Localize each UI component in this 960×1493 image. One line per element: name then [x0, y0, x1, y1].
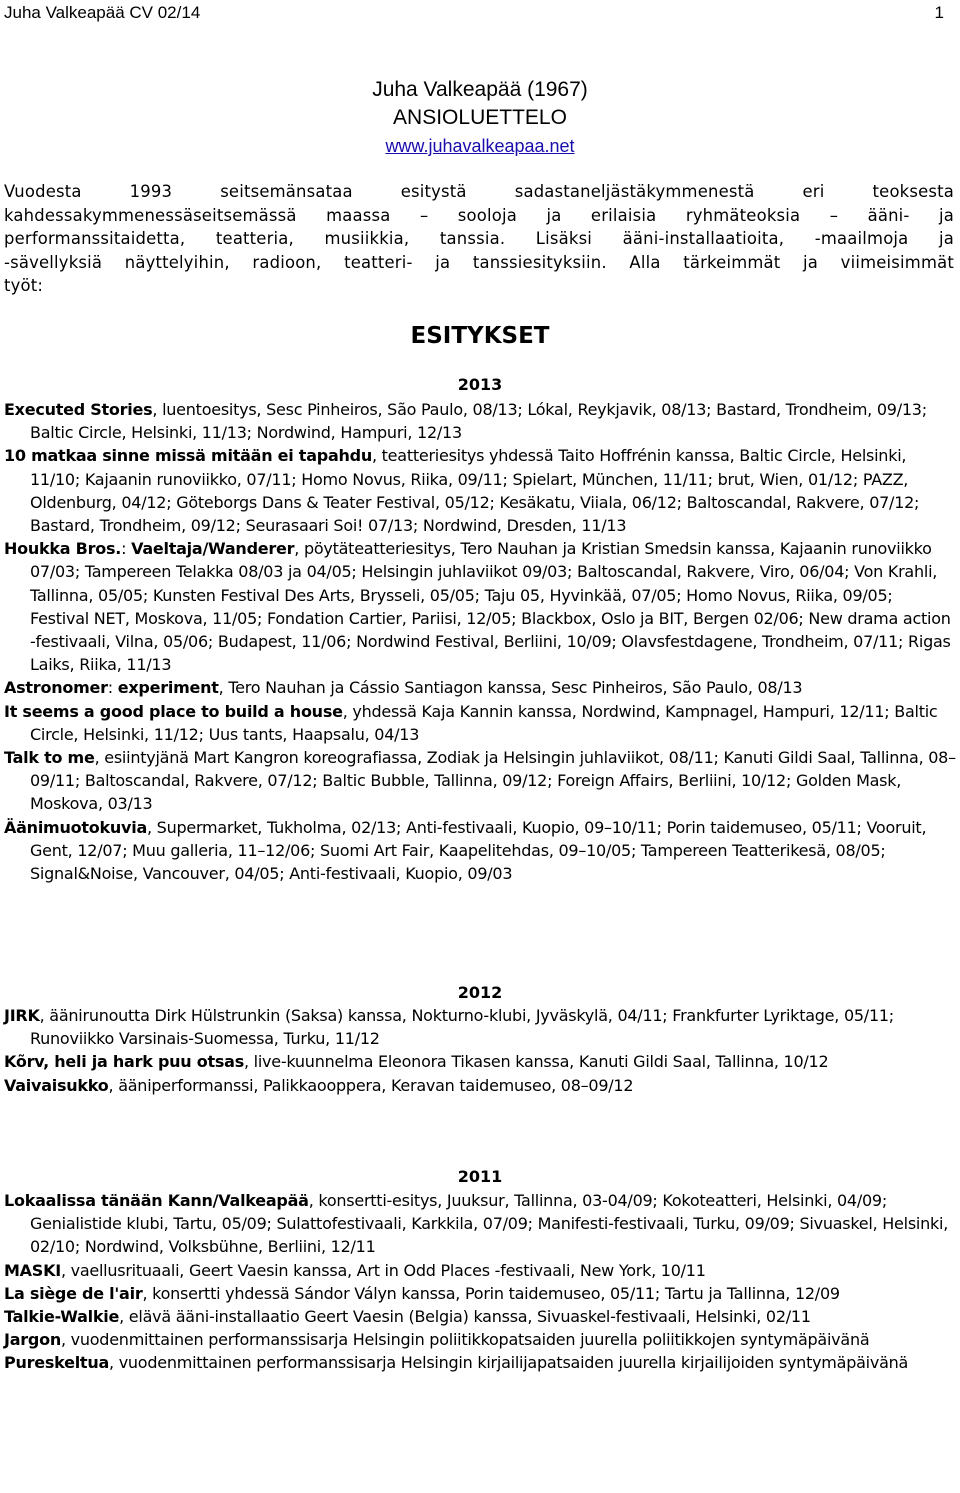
work-details: , elävä ääni-installaatio Geert Vaesin (Belgia) kanssa, Sivuaskel-festivaali, Helsinki, 02/11 — [119, 1307, 811, 1327]
work-details: : — [107, 678, 118, 698]
performance-entry — [4, 676, 956, 699]
work-title: experiment — [117, 678, 219, 698]
performance-entry — [4, 1328, 956, 1351]
work-title: Talkie-Walkie — [4, 1307, 120, 1327]
performance-entry — [4, 1050, 956, 1073]
year-heading: 2013 — [457, 375, 503, 394]
intro-paragraph — [4, 180, 954, 298]
work-details: , luentoesitys, Sesc Pinheiros, São Paulo, 08/13; Lókal, Reykjavik, 08/13; Bastard, Trondheim, 09/13; Baltic Circle, Helsinki, 11/13; Nordwind, Hampuri, 12/13 — [30, 400, 927, 443]
work-details: : — [121, 539, 132, 559]
work-title: La siège de l'air — [4, 1283, 143, 1303]
work-title: Pureskeltua — [4, 1353, 110, 1373]
performance-entry — [4, 1305, 956, 1328]
work-details: , esiintyjänä Mart Kangron koreografiassa, Zodiak ja Helsingin juhlaviikot, 08/11; Kanuti Gildi Saal, Tallinna, 08–09/11; Baltoscandal, Rakvere, 07/12; Baltic Bubble, Tallinna, 09/12; Foreign Affairs, Berliini, 10/12; Golden Mask, Moskova, 03/13 — [30, 748, 956, 814]
performance-entry — [4, 700, 956, 746]
performance-entry — [4, 1282, 956, 1305]
work-title: Jargon — [4, 1330, 61, 1350]
work-title: Äänimuotokuvia — [4, 817, 147, 837]
work-title: MASKI — [4, 1260, 61, 1280]
performance-entry — [4, 816, 956, 886]
work-title: Executed Stories — [4, 400, 153, 419]
work-title: Vaeltaja/Wanderer — [131, 539, 295, 559]
performance-entry — [4, 1259, 956, 1282]
section-heading: ESITYKSET — [410, 323, 550, 349]
intro-line: työt: — [4, 276, 44, 295]
performance-entry — [4, 537, 956, 676]
intro-line: -sävellyksiä näyttelyihin, radioon, teatteri- ja tanssiesityksiin. Alla tärkeimmät ja viimeisimmät — [4, 252, 954, 272]
intro-line: Vuodesta 1993 seitsemänsataa esitystä sadastaneljästäkymmenestä eri teoksesta — [4, 182, 954, 201]
work-title: Houkka Bros. — [4, 539, 122, 559]
header-page-number: 1 — [934, 3, 944, 22]
work-details: , yhdessä Kaja Kannin kanssa, Nordwind, Kampnagel, Hampuri, 12/11; Baltic Circle, Helsinki, 11/12; Uus tants, Haapsalu, 04/13 — [30, 701, 938, 744]
work-title: 10 matkaa sinne missä mitään ei tapahdu — [4, 446, 372, 466]
year-heading: 2011 — [457, 1167, 503, 1186]
performance-entry — [4, 444, 956, 537]
work-details: , vuodenmittainen performanssisarja Helsingin poliitikkopatsaiden juurella poliitikkojen syntymäpäivänä — [60, 1330, 870, 1350]
year-entries — [4, 1189, 956, 1375]
work-details: , konsertti-esitys, Juuksur, Tallinna, 03-04/09; Kokoteatteri, Helsinki, 04/09; Genialistide klubi, Tartu, 05/09; Sulattofestivaali, Karkkila, 07/09; Manifesti-festivaali, Turku, 09/09; Sivuaskel, Helsinki, 02/10; Nordwind, Volksbühne, Berliini, 12/11 — [30, 1191, 949, 1257]
work-details: , Tero Nauhan ja Cássio Santiagon kanssa, Sesc Pinheiros, São Paulo, 08/13 — [218, 678, 803, 698]
work-title: Vaivaisukko — [4, 1075, 109, 1095]
work-details: , vuodenmittainen performanssisarja Helsingin kirjailijapatsaiden juurella kirjailijoiden syntymäpäivänä — [109, 1353, 909, 1373]
work-details: , Supermarket, Tukholma, 02/13; Anti-festivaali, Kuopio, 09–10/11; Porin taidemuseo, 05/11; Vooruit, Gent, 12/07; Muu galleria, 11–12/06; Suomi Art Fair, Kaapelitehdas, 09–10/05; Tampereen Teatterikesä, 08/05; Signal&Noise, Vancouver, 04/05; Anti-festivaali, Kuopio, 09/03 — [30, 817, 927, 884]
performance-entry — [4, 1351, 956, 1374]
year-entries — [4, 398, 956, 885]
work-details: , konsertti yhdessä Sándor Vályn kanssa, Porin taidemuseo, 05/11; Tartu ja Tallinna, 12/09 — [142, 1283, 840, 1303]
performance-entry — [4, 746, 956, 816]
year-entries — [4, 1004, 956, 1097]
work-details: , äänirunoutta Dirk Hülstrunkin (Saksa) kanssa, Nokturno-klubi, Jyväskylä, 04/11; Frankfurter Lyriktage, 05/11; Runoviikko Varsinais-Suomessa, Turku, 11/12 — [30, 1006, 894, 1049]
cv-subtitle: ANSIOLUETTELO — [393, 106, 567, 129]
website-link[interactable]: www.juhavalkeapaa.net — [385, 136, 575, 156]
header-doc-title: Juha Valkeapää CV 02/14 — [4, 3, 201, 22]
intro-line: performanssitaidetta, teatteria, musiikkia, tanssia. Lisäksi ääni-installaatioita, -maailmoja ja — [4, 229, 954, 248]
work-details: , vaellusrituaali, Geert Vaesin kanssa, Art in Odd Places -festivaali, New York, 10/11 — [60, 1260, 706, 1280]
performance-entry — [4, 1074, 956, 1097]
work-title: Talk to me — [4, 748, 95, 768]
work-title: Astronomer — [4, 678, 108, 698]
intro-line: kahdessakymmenessäseitsemässä maassa – sooloja ja erilaisia ryhmäteoksia – ääni- ja — [4, 205, 954, 225]
work-title: Lokaalissa tänään Kann/Valkeapää — [4, 1191, 309, 1210]
year-heading: 2012 — [457, 983, 503, 1002]
work-title: Kõrv, heli ja hark puu otsas — [4, 1052, 244, 1072]
performance-entry — [4, 1189, 956, 1259]
page-header — [4, 3, 944, 23]
work-details: , ääniperformanssi, Palikkaooppera, Keravan taidemuseo, 08–09/12 — [108, 1075, 634, 1095]
work-title: JIRK — [4, 1006, 40, 1025]
work-details: , live-kuunnelma Eleonora Tikasen kanssa, Kanuti Gildi Saal, Tallinna, 10/12 — [243, 1052, 829, 1072]
work-title: It seems a good place to build a house — [4, 701, 343, 721]
performance-entry — [4, 1004, 956, 1050]
performance-entry — [4, 398, 956, 444]
work-details: , teatteriesitys yhdessä Taito Hoffrénin kanssa, Baltic Circle, Helsinki, 11/10; Kajaanin runoviikko, 07/11; Homo Novus, Riika, 09/11; Spielart, München, 11/11; brut, Wien, 01/12; PAZZ, Oldenburg, 04/12; Göteborgs Dans & Teater Festival, 05/12; Kesäkatu, Viiala, 06/12; Baltoscandal, Rakvere, 07/12; Bastard, Trondheim, 09/12; Seurasaari Soi! 07/13; Nordwind, Dresden, 11/13 — [30, 446, 920, 536]
cv-name-title: Juha Valkeapää (1967) — [372, 78, 588, 101]
work-details: , pöytäteatteriesitys, Tero Nauhan ja Kristian Smedsin kanssa, Kajaanin runoviikko 07/03; Tampereen Telakka 08/03 ja 04/05; Helsingin juhlaviikot 09/03; Baltoscandal, Rakvere, Viro, 06/04; Von Krahli, Tallinna, 05/05; Kunsten Festival Des Arts, Brysseli, 05/05; Taju 05, Hyvinkää, 07/05; Homo Novus, Riika, 09/05; Festival NET, Moskova, 11/05; Fondation Cartier, Pariisi, 12/05; Blackbox, Oslo ja BIT, Bergen 02/06; New drama action -festivaali, Vilna, 05/06; Budapest, 11/06; Nordwind Festival, Berliini, 10/09; Olavsfestdagene, Trondheim, 07/11; Rigas Laiks, Riika, 11/13 — [30, 539, 951, 675]
